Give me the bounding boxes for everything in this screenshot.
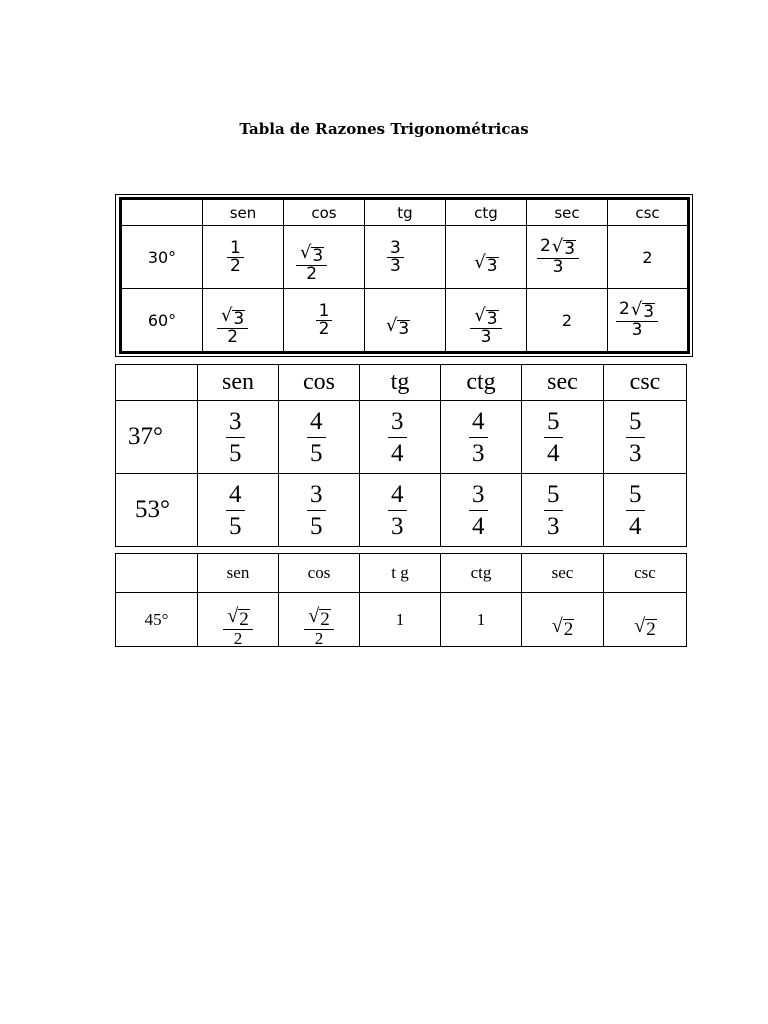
numerator: 5 [547,407,560,435]
square-root-icon: √ [634,614,646,637]
header-cell [121,199,203,226]
denominator: 2 [227,326,239,347]
radical-expression [540,235,576,260]
fraction [226,482,245,539]
numerator [616,298,658,323]
square-root-icon: √ [551,235,564,257]
fraction [227,237,244,276]
radical-expression [220,307,245,327]
table-header-row [121,199,689,226]
value-cell [604,401,687,474]
fraction [469,409,488,466]
radicand: 3 [233,308,245,329]
fraction-bar [469,510,488,511]
value-cell [441,401,522,474]
fraction [469,482,488,539]
denominator: 5 [229,512,242,540]
square-root-icon: √ [474,305,486,327]
table-header-row [116,365,687,401]
denominator: 3 [472,439,485,467]
denominator: 3 [390,255,401,276]
fraction-bar [226,437,245,438]
radicand: 2 [320,609,330,631]
value-cell [198,401,279,474]
numerator [470,294,501,327]
header-cell: csc [604,554,687,593]
fraction-bar [544,437,563,438]
header-cell: tg [360,365,441,401]
value-cell [604,474,687,547]
numerator [296,231,327,264]
radical-expression [619,298,655,323]
denominator: 2 [318,318,330,339]
numerator: 3 [390,237,401,258]
radical-expression [473,307,498,327]
radicand: 3 [398,318,410,339]
table-37-53 [115,364,687,547]
numerator [223,593,252,629]
value-cell [203,226,284,289]
value-cell [365,289,446,353]
value-cell [608,289,689,353]
table-header-row [116,554,687,593]
header-cell: csc [604,365,687,401]
value-cell [279,593,360,648]
fraction [626,409,645,466]
value-text: 2 [561,310,573,330]
table-row [116,401,687,474]
value-cell [527,226,608,289]
fraction-bar [226,510,245,511]
radical-expression [226,607,249,629]
value-cell [522,401,604,474]
value-cell [365,226,446,289]
header-cell: sec [527,199,608,226]
fraction [296,231,327,282]
denominator: 4 [391,439,404,467]
header-cell: sen [203,199,284,226]
value-cell [446,289,527,353]
fraction [626,482,645,539]
denominator: 3 [629,439,642,467]
fraction [388,409,407,466]
fraction [226,409,245,466]
numerator: 5 [547,480,560,508]
fraction [304,593,333,647]
angle-label: 37° [116,401,198,474]
fraction [217,294,248,345]
numerator: 1 [318,300,330,321]
value-cell [522,593,604,648]
header-cell: sen [198,365,279,401]
radicand: 3 [486,308,498,329]
numerator: 4 [472,407,485,435]
value-cell [608,226,689,289]
numerator: 1 [230,237,241,258]
numerator: 5 [629,480,642,508]
denominator: 2 [233,629,243,649]
header-cell [116,554,198,593]
value-cell [279,474,360,547]
header-cell: csc [608,199,689,226]
value-cell [441,474,522,547]
fraction-bar [388,510,407,511]
radicand: 3 [312,245,324,266]
value-cell [279,401,360,474]
table-row [121,289,689,353]
value-cell [527,289,608,353]
radicand: 3 [564,239,576,260]
fraction-bar [626,437,645,438]
value-text: 1 [395,610,405,630]
denominator: 3 [391,512,404,540]
radical-expression [473,254,498,274]
fraction [307,482,326,539]
fraction-bar [307,510,326,511]
radical-expression [307,607,330,629]
fraction [537,235,579,278]
numerator [217,294,248,327]
fraction-bar [626,510,645,511]
table-row [121,226,689,289]
denominator: 5 [310,439,323,467]
denominator: 3 [547,512,560,540]
radicand: 3 [643,302,655,323]
value-cell [284,226,365,289]
square-root-icon: √ [227,605,239,627]
value-cell [604,593,687,648]
square-root-icon: √ [474,252,486,274]
fraction-bar [388,437,407,438]
fraction [544,482,563,539]
table-45 [115,553,687,647]
numerator [304,593,333,629]
numerator: 3 [472,480,485,508]
denominator: 4 [472,512,485,540]
header-cell: ctg [441,554,522,593]
value-cell [284,289,365,353]
fraction [223,593,252,647]
fraction [316,300,333,339]
radical-expression [633,614,656,640]
square-root-icon: √ [386,315,398,337]
denominator: 5 [310,512,323,540]
header-cell: ctg [446,199,527,226]
square-root-icon: √ [221,305,233,327]
header-cell: t g [360,554,441,593]
value-cell [360,593,441,648]
header-cell: tg [365,199,446,226]
value-cell [446,226,527,289]
value-cell [441,593,522,648]
table-row [116,474,687,547]
header-cell: sen [198,554,279,593]
table-30-60 [119,197,690,354]
fraction [616,298,658,341]
angle-label: 30° [121,226,203,289]
numerator: 3 [229,407,242,435]
radicand: 3 [486,255,498,276]
numerator: 3 [391,407,404,435]
denominator: 4 [547,439,560,467]
value-cell [203,289,284,353]
header-cell [116,365,198,401]
denominator: 3 [631,320,643,341]
page-title: Tabla de Razones Trigonométricas [239,120,529,138]
header-cell: sec [522,554,604,593]
radical-coefficient: 2 [540,235,551,256]
angle-label: 60° [121,289,203,353]
fraction [387,237,404,276]
fraction [470,294,501,345]
numerator [537,235,579,260]
angle-label: 53° [116,474,198,547]
denominator: 2 [230,255,241,276]
fraction-bar [544,510,563,511]
radicand: 2 [239,609,249,631]
value-cell [360,474,441,547]
value-cell [360,401,441,474]
header-cell: sec [522,365,604,401]
header-cell: ctg [441,365,522,401]
numerator: 4 [229,480,242,508]
fraction [307,409,326,466]
radical-coefficient: 2 [619,298,630,319]
numerator: 5 [629,407,642,435]
value-text: 2 [642,247,653,267]
fraction-bar [307,437,326,438]
square-root-icon: √ [551,614,563,637]
radical-expression [551,614,574,640]
value-cell [198,474,279,547]
numerator: 3 [310,480,323,508]
header-cell: cos [279,365,360,401]
fraction [388,482,407,539]
table-row [116,593,687,648]
header-cell: cos [284,199,365,226]
denominator: 5 [229,439,242,467]
numerator: 4 [391,480,404,508]
radical-expression [299,244,324,264]
value-text: 1 [476,610,486,630]
radicand: 2 [563,618,574,640]
fraction-bar [469,437,488,438]
value-cell [522,474,604,547]
denominator: 4 [629,512,642,540]
angle-label: 45° [116,593,198,648]
square-root-icon: √ [300,242,312,264]
table-45-bottom-rule [115,646,686,647]
value-cell [198,593,279,648]
numerator: 4 [310,407,323,435]
fraction [544,409,563,466]
radical-expression [385,317,410,337]
denominator: 3 [480,326,492,347]
denominator: 3 [552,257,564,278]
denominator: 2 [306,263,318,284]
square-root-icon: √ [308,605,320,627]
header-cell: cos [279,554,360,593]
denominator: 2 [314,629,324,649]
radicand: 2 [646,618,656,640]
square-root-icon: √ [630,298,643,320]
